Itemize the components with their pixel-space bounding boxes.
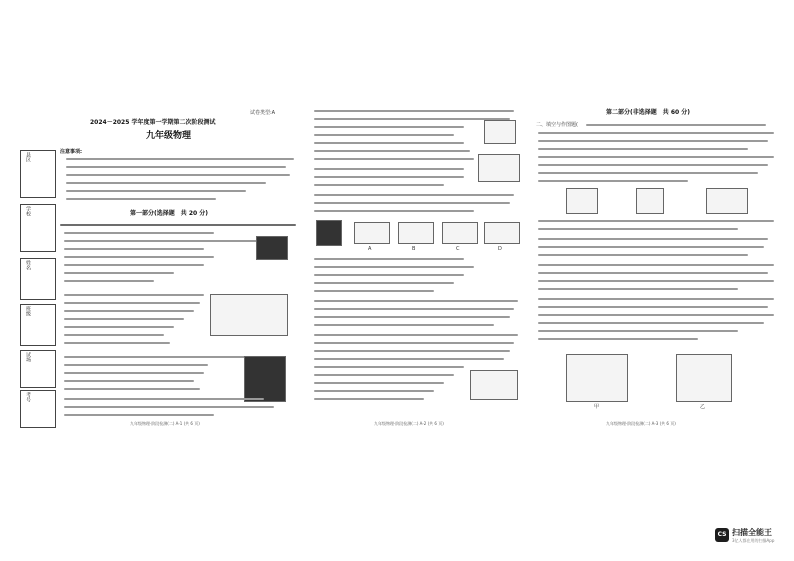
text-line <box>538 156 774 158</box>
text-line <box>314 134 454 136</box>
figure-photo <box>244 356 286 402</box>
figure-label-jia: 甲 <box>594 404 600 410</box>
text-line <box>314 150 470 152</box>
text-line <box>66 198 216 200</box>
text-line <box>64 318 184 320</box>
text-line <box>64 264 204 266</box>
text-line <box>314 316 510 318</box>
text-line <box>538 132 774 134</box>
text-line <box>314 194 514 196</box>
text-line <box>64 380 194 382</box>
text-line <box>538 164 768 166</box>
text-line <box>66 174 290 176</box>
text-line <box>314 176 464 178</box>
text-line <box>538 238 768 240</box>
exam-type: 试卷类型:A <box>250 110 276 116</box>
text-line <box>314 374 454 376</box>
text-line <box>314 398 424 400</box>
text-line <box>314 274 464 276</box>
figure-apparatus <box>706 188 748 214</box>
text-line <box>538 280 774 282</box>
text-line <box>314 358 504 360</box>
scanner-logo-icon: CS <box>715 528 729 542</box>
text-line <box>314 202 510 204</box>
page-footer: 九年级物理·阶段检测(二) A-2 (共 6 页) <box>374 421 444 426</box>
student-info-sidebar <box>8 92 52 432</box>
text-line <box>538 220 774 222</box>
text-line <box>64 356 274 358</box>
text-line <box>64 310 194 312</box>
text-line <box>64 398 264 400</box>
text-line <box>64 334 164 336</box>
text-line <box>538 246 764 248</box>
text-line <box>314 282 454 284</box>
text-line <box>538 254 748 256</box>
text-line <box>64 388 200 390</box>
text-line <box>314 300 518 302</box>
field-label-name: 姓名 <box>25 260 31 270</box>
left-page <box>60 98 300 433</box>
text-line <box>538 338 698 340</box>
text-line <box>64 272 174 274</box>
text-line <box>64 248 204 250</box>
figure-option-c <box>442 222 478 244</box>
text-line <box>538 288 738 290</box>
figure-helmet <box>316 220 342 246</box>
figure-circuit <box>470 370 518 400</box>
text-line <box>538 322 764 324</box>
text-line <box>314 126 464 128</box>
figure-scooter <box>566 188 598 214</box>
exam-title: 2024－2025 学年度第一学期第二次阶段测试 <box>90 119 216 126</box>
figure-experiment <box>484 120 516 144</box>
text-line <box>314 308 514 310</box>
page-footer: 九年级物理·阶段检测(二) A-3 (共 6 页) <box>606 421 676 426</box>
text-line <box>66 182 266 184</box>
text-line <box>538 264 774 266</box>
text-line <box>64 364 208 366</box>
text-line <box>66 158 294 160</box>
figure-circuit <box>478 154 520 182</box>
text-line <box>314 142 464 144</box>
text-line <box>314 342 514 344</box>
subject-title: 九年级物理 <box>146 131 192 141</box>
text-line <box>314 168 464 170</box>
text-line <box>538 172 758 174</box>
part2-title: 第二部分(非选择题 共 60 分) <box>606 109 691 116</box>
text-line <box>64 326 174 328</box>
figure-image <box>256 236 288 260</box>
text-line <box>64 414 214 416</box>
middle-page <box>314 98 524 433</box>
text-line <box>314 110 514 112</box>
text-line <box>538 148 748 150</box>
text-line <box>538 306 768 308</box>
text-line <box>66 166 286 168</box>
scanner-title: 扫描全能王 <box>732 528 772 537</box>
text-line <box>64 342 170 344</box>
page-footer: 九年级物理·阶段检测(二) A-1 (共 6 页) <box>130 421 200 426</box>
text-line <box>64 406 274 408</box>
figure-option-b <box>398 222 434 244</box>
text-line <box>66 190 246 192</box>
field-label-county: 县区 <box>25 152 31 162</box>
field-label-exam-number: 考号 <box>25 392 31 402</box>
text-line <box>314 390 434 392</box>
notice-title: 注意事项: <box>60 149 82 155</box>
text-line <box>314 324 494 326</box>
figure-label-yi: 乙 <box>700 404 706 410</box>
scanner-subtitle: 3亿人都在用的扫描App <box>732 538 775 543</box>
text-line <box>64 302 200 304</box>
figure-option-a <box>354 222 390 244</box>
text-line <box>314 334 518 336</box>
field-label-room: 试场 <box>25 352 31 362</box>
text-line <box>314 382 444 384</box>
text-line <box>538 140 768 142</box>
text-line <box>314 350 510 352</box>
fill-section-title: 二、填空与作图题( <box>536 122 578 128</box>
text-line <box>538 298 774 300</box>
text-line <box>538 180 688 182</box>
text-line <box>64 240 264 242</box>
figure-apparatus <box>636 188 664 214</box>
option-label-a: A <box>368 246 372 252</box>
field-label-school: 学校 <box>25 206 31 216</box>
text-line <box>314 118 510 120</box>
option-label-b: B <box>412 246 416 252</box>
figure-circuit <box>566 354 628 402</box>
text-line <box>64 372 204 374</box>
part1-title: 第一部分(选择题 共 20 分) <box>130 210 209 217</box>
text-line <box>64 256 214 258</box>
text-line <box>60 224 296 226</box>
text-line <box>538 272 768 274</box>
text-line <box>314 184 444 186</box>
text-line <box>314 290 434 292</box>
text-line <box>64 294 204 296</box>
figure-option-d <box>484 222 520 244</box>
text-line <box>538 228 738 230</box>
option-label-d: D <box>498 246 502 252</box>
option-label-c: C <box>456 246 460 252</box>
figure-graph <box>676 354 732 402</box>
figure-circuit <box>210 294 288 336</box>
right-page <box>536 98 784 433</box>
text-line <box>538 330 738 332</box>
text-line <box>314 158 474 160</box>
text-line <box>64 280 154 282</box>
text-line <box>586 124 766 126</box>
text-line <box>314 366 464 368</box>
text-line <box>314 258 464 260</box>
text-line <box>64 232 214 234</box>
field-label-class: 班级 <box>25 306 31 316</box>
text-line <box>538 314 774 316</box>
text-line <box>314 266 474 268</box>
text-line <box>314 210 474 212</box>
